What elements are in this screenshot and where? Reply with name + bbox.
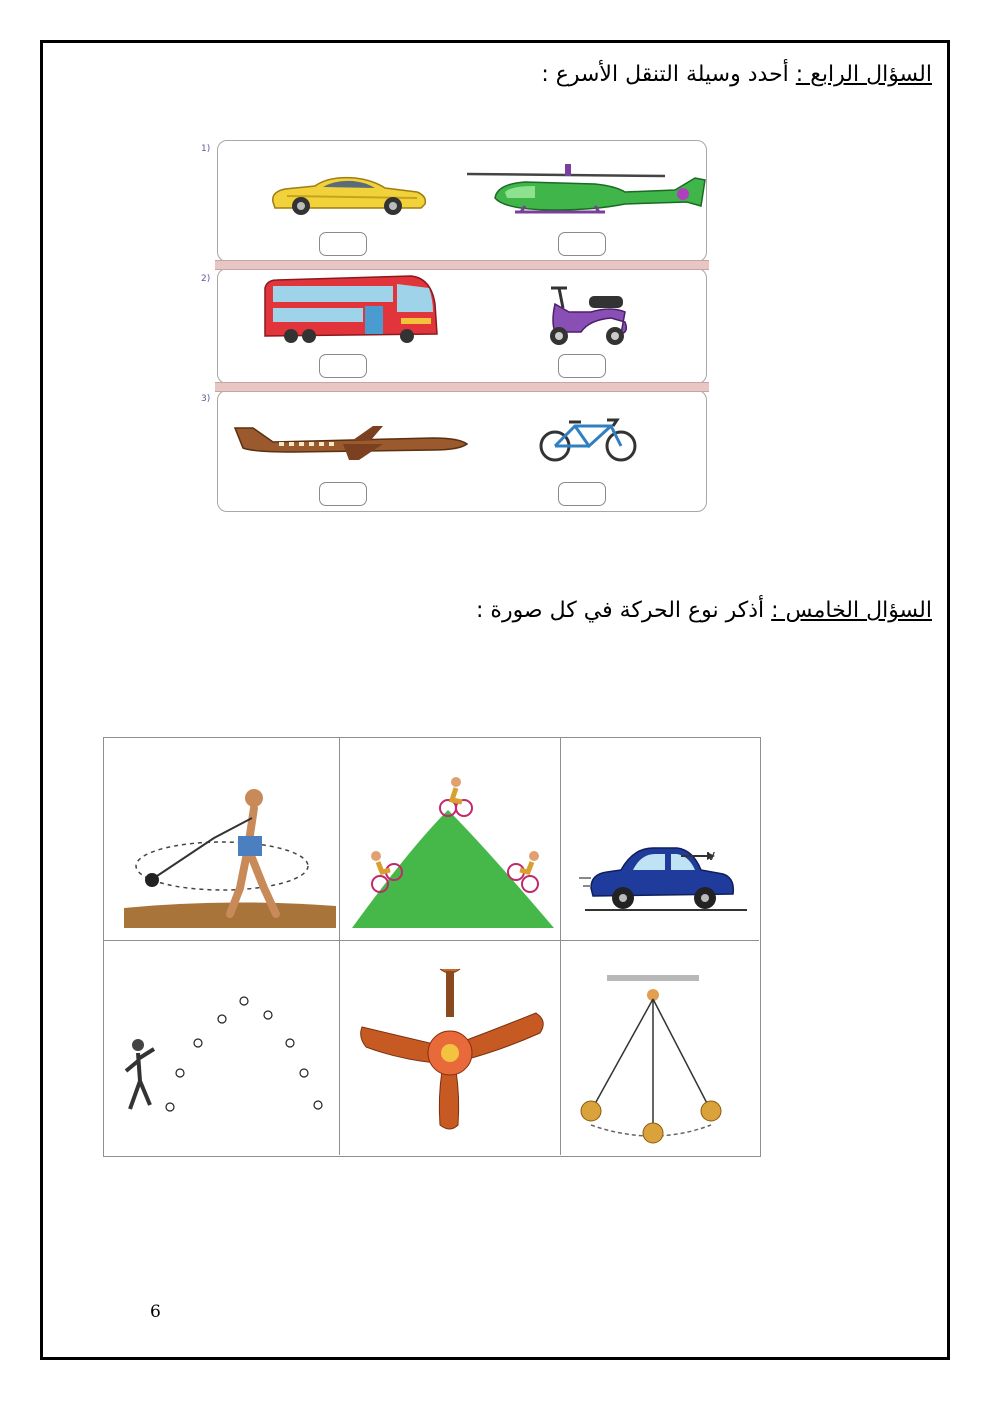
scooter-icon [541, 282, 633, 346]
answer-box-row2-right[interactable] [558, 354, 606, 378]
helicopter-icon [465, 162, 707, 218]
row-separator [215, 382, 709, 392]
bus-icon [261, 274, 439, 350]
row-number-3: 3) [201, 394, 211, 404]
motion-cell-2 [340, 738, 561, 941]
cyclist-hill-icon [340, 738, 559, 940]
question-4-label: السؤال الرابع : [795, 62, 932, 87]
bicycle-icon [535, 416, 641, 462]
pendulum-icon [561, 941, 759, 1155]
page-number: 6 [150, 1302, 161, 1322]
answer-box-row1-left[interactable] [319, 232, 367, 256]
answer-box-row1-right[interactable] [558, 232, 606, 256]
moving-car-icon [561, 738, 759, 940]
airplane-icon [233, 422, 469, 462]
motion-cell-4 [104, 941, 340, 1155]
answer-box-row3-right[interactable] [558, 482, 606, 506]
motion-cell-5 [340, 941, 561, 1155]
ball-throw-icon [104, 941, 338, 1155]
row-number-2: 2) [201, 274, 211, 284]
cyclist-top [440, 777, 472, 816]
question-5-heading [476, 598, 932, 623]
question-4-text: أحدد وسيلة التنقل الأسرع : [541, 62, 789, 87]
motion-cell-1 [104, 738, 340, 941]
row-separator [215, 260, 709, 270]
question-5-grid [103, 737, 761, 1157]
velocity-label: v [707, 848, 716, 864]
answer-box-row2-left[interactable] [319, 354, 367, 378]
ceiling-fan-icon [340, 941, 559, 1155]
motion-cell-6 [561, 941, 759, 1155]
question-4-grid [201, 140, 709, 512]
car-icon [267, 174, 429, 216]
question-4-heading [541, 62, 932, 87]
answer-box-row3-left[interactable] [319, 482, 367, 506]
question-5-label: السؤال الخامس : [771, 598, 932, 623]
hammer-throw-icon [104, 738, 338, 940]
row-number-1: 1) [201, 144, 211, 154]
question-5-text: أذكر نوع الحركة في كل صورة : [476, 598, 765, 623]
motion-cell-3 [561, 738, 759, 941]
